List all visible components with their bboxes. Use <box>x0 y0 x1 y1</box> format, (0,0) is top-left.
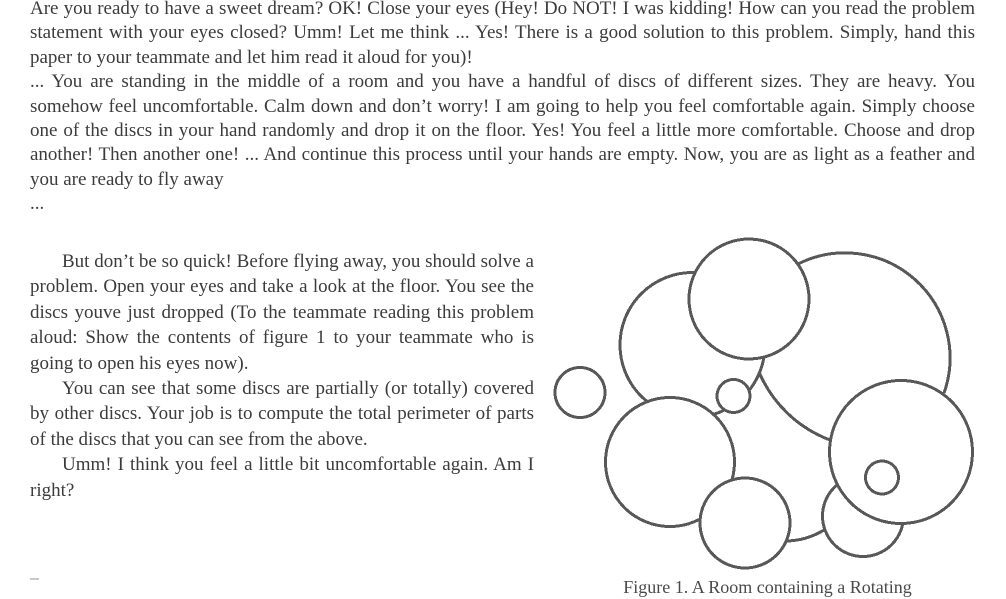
partial-next-line-artifact <box>30 578 39 580</box>
paragraph-room-ellipsis: ... <box>30 193 45 215</box>
hidden-disc-arc-middle <box>759 372 830 440</box>
left-column-text-block <box>30 249 534 503</box>
paragraph-uncomfortable-again: Umm! I think you feel a little bit uncomfortable again. Am I right? <box>30 454 534 501</box>
disc-small-middle <box>717 380 750 413</box>
disc-tiny-inner-right <box>866 461 899 494</box>
hidden-disc-arc-bottom <box>785 530 824 541</box>
disc-upper-left-large <box>620 273 765 418</box>
paragraph-dont-be-quick: But don’t be so quick! Before flying away, you should solve a problem. Open your eyes and take a look at the floor. You see the discs youve just dropped (To the teammate reading this problem aloud: Show the contents of figure 1 to your teammate who is going to open his eyes now). <box>30 251 534 374</box>
disc-top-right-visible-arc <box>798 253 950 393</box>
disc-right-large <box>830 381 973 524</box>
intro-text-block <box>30 0 975 217</box>
disc-top-center <box>689 239 809 359</box>
paragraph-compute-perimeter: You can see that some discs are partially (or totally) covered by other discs. Your job is to compute the total perimeter of parts of the discs that you can see from the above. <box>30 378 534 450</box>
disc-small-far-left <box>555 368 605 418</box>
disc-middle-left-large <box>606 398 735 527</box>
disc-bottom-center <box>700 478 790 568</box>
paragraph-sweet-dream: Are you ready to have a sweet dream? OK! Close your eyes (Hey! Do NOT! I was kidding! How can you read the problem statement with your eyes closed? Umm! Let me think ... Yes! There is a good solution to this problem. Simply, hand this paper to your teammate and let him read it aloud for you)! <box>30 0 975 68</box>
figure-caption: Figure 1. A Room containing a Rotating <box>623 577 912 597</box>
disc-bottom-right-small <box>823 476 904 557</box>
paragraph-room-discs: ... You are standing in the middle of a room and you have a handful of discs of different sizes. They are heavy. You somehow feel uncomfortable. Calm down and don’t worry! I am going to help you feel comfortable again. Simply choose one of the discs in your hand randomly and drop it on the floor. Yes! You feel a little more comfortable. Choose and drop another! Then another one! ... And continue this process until your hands are empty. Now, you are as light as a feather and you are ready to fly away <box>30 71 975 190</box>
